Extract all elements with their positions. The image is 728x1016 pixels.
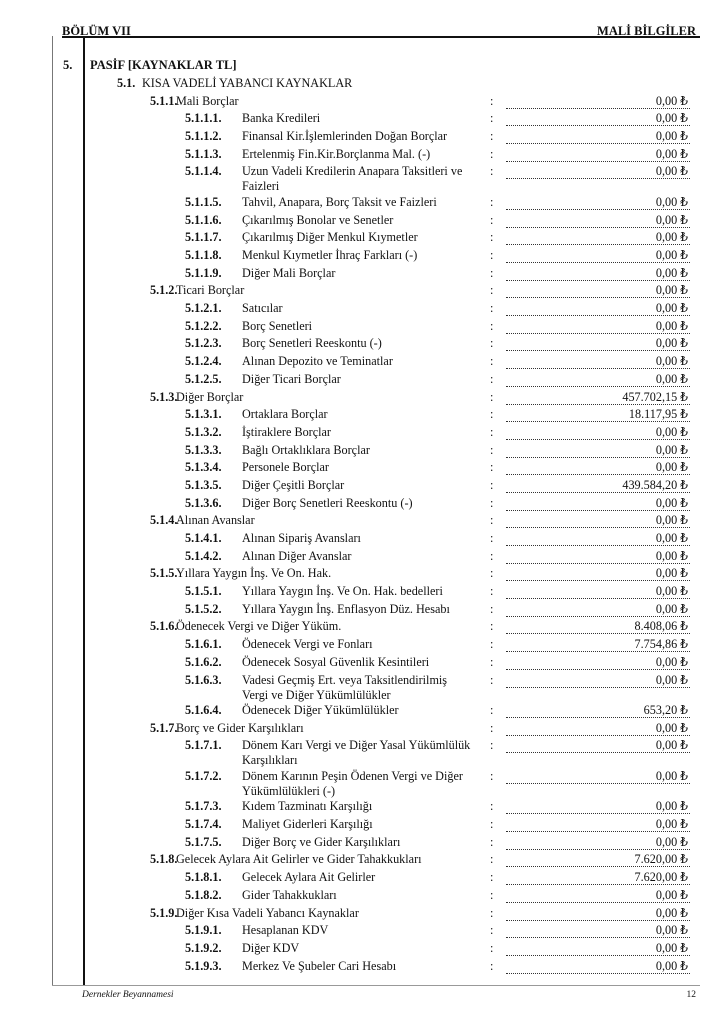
account-code: 5.1.6.4. (185, 703, 222, 717)
colon-separator: : (490, 301, 494, 316)
account-row (0, 403, 728, 421)
account-label: Personele Borçlar (242, 460, 329, 475)
account-code: 5.1.1.4. (185, 164, 222, 179)
colon-separator: : (490, 548, 494, 563)
account-code: 5.1.2.1. (185, 301, 222, 316)
colon-separator: : (490, 164, 494, 179)
account-label: Gider Tahakkukları (242, 887, 337, 902)
colon-separator: : (490, 460, 494, 475)
amount-text: 0,00 ₺ (655, 566, 688, 581)
account-code: 5.1.9.1. (185, 923, 222, 938)
colon-separator: : (490, 354, 494, 369)
amount-text: 7.754,86 ₺ (634, 637, 688, 652)
amount-text: 457.702,15 ₺ (622, 389, 688, 404)
account-row (0, 90, 728, 108)
account-label: Diğer Borç Senetleri Reeskontu (-) (242, 495, 413, 510)
colon-separator: : (490, 318, 494, 333)
account-code: 5.1.3. (150, 389, 178, 404)
amount-text: 653,20 ₺ (643, 703, 688, 717)
amount-text: 0,00 ₺ (655, 601, 688, 616)
account-label: Kıdem Tazminatı Karşılığı (242, 799, 373, 814)
account-code: 5.1.2.3. (185, 336, 222, 351)
account-label: Ticari Borçlar (176, 283, 245, 298)
amount-text: 0,00 ₺ (655, 584, 688, 599)
account-code: 5.1.1.5. (185, 194, 222, 209)
account-row (0, 615, 728, 633)
account-value (506, 673, 690, 688)
colon-separator: : (490, 146, 494, 161)
account-value (506, 959, 690, 974)
amount-text: 0,00 ₺ (655, 424, 688, 439)
colon-separator: : (490, 834, 494, 849)
form-name: Dernekler Beyannamesi (82, 990, 174, 1000)
subsection-row (0, 72, 728, 90)
amount-text: 0,00 ₺ (655, 164, 688, 179)
account-row (0, 831, 728, 849)
account-row (0, 125, 728, 143)
account-code: 5.1.7.3. (185, 799, 222, 814)
account-label: Ödenecek Vergi ve Fonları (242, 637, 373, 652)
account-code: 5.1.7. (150, 720, 178, 735)
colon-separator: : (490, 720, 494, 735)
amount-text: 0,00 ₺ (655, 834, 688, 849)
account-code: 5.1.3.6. (185, 495, 222, 510)
colon-separator: : (490, 852, 494, 867)
account-label: Vadesi Geçmiş Ert. veya Taksitlendirilmiş Vergi ve Diğer Yükümlülükler (242, 672, 448, 702)
account-label: Diğer Borç ve Gider Karşılıkları (242, 834, 401, 849)
account-row (0, 160, 728, 194)
account-row (0, 474, 728, 492)
account-row (0, 598, 728, 616)
colon-separator: : (490, 265, 494, 280)
account-label: Borç Senetleri (242, 318, 313, 333)
account-code: 5.1.6.3. (185, 672, 222, 687)
account-label: Menkul Kıymetler İhraç Farkları (-) (242, 248, 418, 262)
account-label: İştiraklere Borçlar (242, 424, 331, 439)
colon-separator: : (490, 442, 494, 457)
account-row (0, 848, 728, 866)
account-code: 5.1.8.2. (185, 887, 222, 902)
subsection-title: KISA VADELİ YABANCI KAYNAKLAR (142, 76, 353, 90)
amount-text: 0,00 ₺ (655, 230, 688, 245)
account-row (0, 580, 728, 598)
account-code: 5.1.3.1. (185, 407, 222, 422)
amount-text: 0,00 ₺ (655, 336, 688, 351)
amount-text: 0,00 ₺ (655, 672, 688, 687)
account-code: 5.1.1.1. (185, 111, 222, 126)
account-row (0, 717, 728, 735)
account-code: 5.1.5.2. (185, 601, 222, 616)
account-row (0, 795, 728, 813)
account-code: 5.1.3.5. (185, 477, 222, 492)
account-label: Alınan Avanslar (176, 513, 255, 528)
account-value (506, 164, 690, 179)
amount-text: 0,00 ₺ (655, 248, 688, 262)
amount-text: 0,00 ₺ (655, 371, 688, 386)
account-code: 5.1.6.1. (185, 637, 222, 652)
account-row (0, 456, 728, 474)
amount-text: 0,00 ₺ (655, 442, 688, 457)
account-code: 5.1.8. (150, 852, 178, 867)
account-label: Çıkarılmış Bonolar ve Senetler (242, 212, 394, 227)
colon-separator: : (490, 93, 494, 108)
amount-text: 0,00 ₺ (655, 495, 688, 510)
colon-separator: : (490, 672, 494, 687)
account-code: 5.1.7.2. (185, 768, 222, 783)
amount-text: 0,00 ₺ (655, 548, 688, 563)
amount-text: 0,00 ₺ (655, 111, 688, 126)
account-row (0, 545, 728, 563)
account-code: 5.1.9.3. (185, 958, 222, 973)
account-label: Dönem Karının Peşin Ödenen Vergi ve Diğer Yükümlülükleri (-) (242, 768, 463, 798)
account-row (0, 262, 728, 280)
subsection-code: 5.1. (117, 76, 136, 90)
colon-separator: : (490, 940, 494, 955)
account-label: Finansal Kir.İşlemlerinden Doğan Borçlar (242, 129, 448, 144)
account-label: Gelecek Aylara Ait Gelirler ve Gider Tahakkukları (176, 852, 422, 867)
account-label: Ödenecek Vergi ve Diğer Yüküm. (176, 619, 342, 634)
page-number: 12 (686, 990, 696, 1000)
account-row (0, 562, 728, 580)
account-code: 5.1.1.7. (185, 230, 222, 245)
account-label: Diğer Borçlar (176, 389, 244, 404)
colon-separator: : (490, 371, 494, 386)
account-code: 5.1.1.2. (185, 129, 222, 144)
colon-separator: : (490, 129, 494, 144)
account-row (0, 866, 728, 884)
account-rows (0, 90, 728, 973)
account-row (0, 143, 728, 161)
account-row (0, 509, 728, 527)
account-code: 5.1.7.5. (185, 834, 222, 849)
account-row (0, 315, 728, 333)
account-row (0, 297, 728, 315)
amount-text: 0,00 ₺ (655, 923, 688, 938)
colon-separator: : (490, 424, 494, 439)
account-row (0, 492, 728, 510)
amount-text: 0,00 ₺ (655, 887, 688, 902)
account-row (0, 919, 728, 937)
account-code: 5.1.5.1. (185, 584, 222, 599)
account-label: Ödenecek Diğer Yükümlülükler (242, 703, 399, 717)
account-code: 5.1.7.1. (185, 738, 222, 753)
amount-text: 0,00 ₺ (655, 301, 688, 316)
account-row (0, 332, 728, 350)
colon-separator: : (490, 923, 494, 938)
account-label: Ortaklara Borçlar (242, 407, 328, 422)
account-value (506, 738, 690, 753)
account-label: Gelecek Aylara Ait Gelirler (242, 870, 376, 885)
colon-separator: : (490, 194, 494, 209)
colon-separator: : (490, 248, 494, 262)
amount-text: 0,00 ₺ (655, 194, 688, 209)
account-label: Diğer Ticari Borçlar (242, 371, 341, 386)
account-row (0, 699, 728, 717)
account-code: 5.1.1. (150, 93, 178, 108)
account-label: Alınan Sipariş Avansları (242, 531, 361, 545)
colon-separator: : (490, 654, 494, 669)
account-code: 5.1.2. (150, 283, 178, 298)
amount-text: 0,00 ₺ (655, 93, 688, 108)
amount-text: 0,00 ₺ (655, 817, 688, 832)
chapter-title: BÖLÜM VII (62, 24, 131, 38)
colon-separator: : (490, 111, 494, 126)
amount-text: 18.117,95 ₺ (628, 407, 688, 422)
colon-separator: : (490, 887, 494, 902)
account-row (0, 937, 728, 955)
colon-separator: : (490, 407, 494, 422)
account-row (0, 368, 728, 386)
colon-separator: : (490, 905, 494, 920)
amount-text: 0,00 ₺ (655, 513, 688, 528)
account-label: Diğer Kısa Vadeli Yabancı Kaynaklar (176, 905, 359, 920)
account-row (0, 107, 728, 125)
account-label: Maliyet Giderleri Karşılığı (242, 817, 373, 832)
account-code: 5.1.9. (150, 905, 178, 920)
colon-separator: : (490, 283, 494, 298)
amount-text: 8.408,06 ₺ (634, 619, 688, 634)
account-code: 5.1.4. (150, 513, 178, 528)
colon-separator: : (490, 495, 494, 510)
account-label: Hesaplanan KDV (242, 923, 329, 938)
amount-text: 0,00 ₺ (655, 460, 688, 475)
section-title-row (0, 52, 728, 72)
colon-separator: : (490, 513, 494, 528)
account-label: Çıkarılmış Diğer Menkul Kıymetler (242, 230, 418, 245)
account-label: Diğer KDV (242, 940, 300, 955)
account-label: Yıllara Yaygın İnş. Ve On. Hak. bedelleri (242, 584, 443, 599)
account-label: Diğer Çeşitli Borçlar (242, 477, 345, 492)
section-heading: MALİ BİLGİLER (597, 24, 696, 38)
account-row (0, 884, 728, 902)
amount-text: 439.584,20 ₺ (622, 477, 688, 492)
account-row (0, 902, 728, 920)
account-label: Ödenecek Sosyal Güvenlik Kesintileri (242, 654, 430, 669)
account-row (0, 669, 728, 700)
colon-separator: : (490, 212, 494, 227)
amount-text: 0,00 ₺ (655, 146, 688, 161)
account-code: 5.1.3.4. (185, 460, 222, 475)
account-row (0, 765, 728, 796)
amount-text: 0,00 ₺ (655, 531, 688, 545)
account-code: 5.1.6. (150, 619, 178, 634)
amount-text: 7.620,00 ₺ (634, 870, 688, 885)
account-code: 5.1.3.2. (185, 424, 222, 439)
amount-text: 0,00 ₺ (655, 940, 688, 955)
account-code: 5.1.2.2. (185, 318, 222, 333)
page-header (62, 18, 700, 38)
account-row (0, 439, 728, 457)
amount-text: 0,00 ₺ (655, 265, 688, 280)
account-label: Tahvil, Anapara, Borç Taksit ve Faizleri (242, 194, 437, 209)
account-label: Bağlı Ortaklıklara Borçlar (242, 442, 370, 457)
colon-separator: : (490, 799, 494, 814)
colon-separator: : (490, 477, 494, 492)
account-row (0, 527, 728, 545)
account-code: 5.1.7.4. (185, 817, 222, 832)
account-row (0, 734, 728, 768)
account-row (0, 955, 728, 973)
account-label: Borç Senetleri Reeskontu (-) (242, 336, 382, 351)
account-label: Yıllara Yaygın İnş. Enflasyon Düz. Hesabı (242, 601, 450, 616)
section-number: 5. (63, 58, 73, 72)
account-code: 5.1.2.5. (185, 371, 222, 386)
account-label: Uzun Vadeli Kredilerin Anapara Taksitleri ve Faizleri (242, 164, 463, 194)
amount-text: 7.620,00 ₺ (634, 852, 688, 867)
account-label: Diğer Mali Borçlar (242, 265, 336, 280)
colon-separator: : (490, 531, 494, 545)
page-footer (52, 985, 700, 1004)
account-label: Merkez Ve Şubeler Cari Hesabı (242, 958, 397, 973)
colon-separator: : (490, 619, 494, 634)
colon-separator: : (490, 958, 494, 973)
account-row (0, 279, 728, 297)
account-row (0, 421, 728, 439)
colon-separator: : (490, 637, 494, 652)
amount-text: 0,00 ₺ (655, 318, 688, 333)
account-row (0, 386, 728, 404)
amount-text: 0,00 ₺ (655, 212, 688, 227)
account-label: Alınan Diğer Avanslar (242, 548, 352, 563)
account-label: Alınan Depozito ve Teminatlar (242, 354, 393, 369)
amount-text: 0,00 ₺ (655, 129, 688, 144)
account-code: 5.1.4.1. (185, 531, 222, 545)
colon-separator: : (490, 389, 494, 404)
account-code: 5.1.3.3. (185, 442, 222, 457)
section-title: PASİF [KAYNAKLAR TL] (90, 58, 237, 72)
amount-text: 0,00 ₺ (655, 768, 688, 783)
account-code: 5.1.2.4. (185, 354, 222, 369)
colon-separator: : (490, 703, 494, 717)
account-label: Yıllara Yaygın İnş. Ve On. Hak. (176, 566, 332, 581)
amount-text: 0,00 ₺ (655, 958, 688, 973)
colon-separator: : (490, 768, 494, 783)
account-row (0, 226, 728, 244)
colon-separator: : (490, 870, 494, 885)
amount-text: 0,00 ₺ (655, 799, 688, 814)
amount-text: 0,00 ₺ (655, 738, 688, 753)
account-code: 5.1.1.6. (185, 212, 222, 227)
account-row (0, 651, 728, 669)
account-code: 5.1.6.2. (185, 654, 222, 669)
account-row (0, 350, 728, 368)
account-code: 5.1.4.2. (185, 548, 222, 563)
colon-separator: : (490, 230, 494, 245)
account-row (0, 191, 728, 209)
account-code: 5.1.8.1. (185, 870, 222, 885)
amount-text: 0,00 ₺ (655, 283, 688, 298)
account-label: Ertelenmiş Fin.Kir.Borçlanma Mal. (-) (242, 146, 431, 161)
account-label: Mali Borçlar (176, 93, 239, 108)
account-value (506, 769, 690, 784)
account-row (0, 633, 728, 651)
colon-separator: : (490, 601, 494, 616)
colon-separator: : (490, 817, 494, 832)
colon-separator: : (490, 738, 494, 753)
account-label: Dönem Karı Vergi ve Diğer Yasal Yükümlülük Karşılıkları (242, 738, 471, 768)
colon-separator: : (490, 336, 494, 351)
account-row (0, 813, 728, 831)
account-code: 5.1.5. (150, 566, 178, 581)
colon-separator: : (490, 566, 494, 581)
account-row (0, 244, 728, 262)
amount-text: 0,00 ₺ (655, 354, 688, 369)
colon-separator: : (490, 584, 494, 599)
amount-text: 0,00 ₺ (655, 654, 688, 669)
liabilities-table (0, 52, 728, 972)
account-row (0, 209, 728, 227)
account-code: 5.1.9.2. (185, 940, 222, 955)
account-label: Borç ve Gider Karşılıkları (176, 720, 304, 735)
account-code: 5.1.1.9. (185, 265, 222, 280)
account-label: Banka Kredileri (242, 111, 321, 126)
account-code: 5.1.1.3. (185, 146, 222, 161)
account-code: 5.1.1.8. (185, 248, 222, 262)
amount-text: 0,00 ₺ (655, 905, 688, 920)
amount-text: 0,00 ₺ (655, 720, 688, 735)
account-label: Satıcılar (242, 301, 283, 316)
